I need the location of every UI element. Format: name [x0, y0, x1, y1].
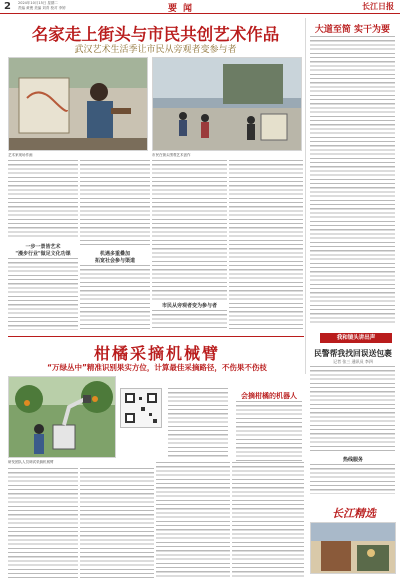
- lead-body-col-3: [152, 160, 227, 300]
- qr-code-icon: [120, 388, 162, 428]
- commentary-body: [310, 36, 395, 326]
- lead-subhead-1: 一步一景皆艺术: [25, 244, 61, 250]
- column-badge: 我和镜头讲出声: [320, 333, 392, 343]
- issue-editors: 责编 黄俊 美编 刘青 校对 李婷: [18, 5, 66, 10]
- lead-body-col-1: [8, 160, 78, 240]
- selection-photo: [310, 522, 396, 574]
- lead-body-col-1b: [8, 258, 78, 330]
- masthead: [0, 0, 400, 14]
- robot-side-body: [236, 401, 302, 461]
- robot-body-col-4: [232, 462, 304, 578]
- robot-body-col-2: [80, 468, 154, 578]
- hotline-body: [310, 464, 395, 494]
- street-crowd-image: [153, 58, 302, 151]
- selection-title: 长江精选: [332, 507, 376, 520]
- lead-photo-2-caption: 市民在街头围观艺术创作: [152, 153, 191, 157]
- robot-arm-image: [9, 377, 116, 458]
- commentary-title: 大道至简 实干为要: [314, 25, 391, 35]
- lead-photo-1-caption: 艺术家现场作画: [8, 153, 33, 157]
- police-headline: 民警帮我找回误送包裹: [314, 349, 392, 358]
- lead-headline: 名家走上街头与市民共创艺术作品: [31, 25, 280, 44]
- lead-subhead-4: 拓宽社会参与渠道: [94, 258, 135, 264]
- lead-photo-1: [8, 57, 148, 151]
- issue-meta: [18, 1, 88, 10]
- page-number: 2: [4, 1, 11, 12]
- lead-subhead-5: 市民从旁观者变为参与者: [161, 303, 217, 309]
- lead-body-col-4: [229, 160, 303, 330]
- issue-date: 2024年10月15日 星期二: [18, 1, 58, 5]
- lead-subhead-3: 机遇多重叠加: [99, 251, 130, 257]
- hotline-title: 热线服务: [342, 457, 363, 463]
- robot-quote-box: [168, 388, 228, 458]
- lead-subheadline: 武汉艺术生活季让市民从旁观者变参与者: [74, 45, 237, 55]
- robot-body-col-3: [156, 462, 230, 578]
- section-divider: [8, 336, 304, 337]
- robot-body-col-1: [8, 468, 78, 578]
- artist-photo-image: [9, 58, 148, 151]
- robot-side-title: 会摘柑橘的机器人: [241, 392, 297, 400]
- lead-body-col-3b: [152, 310, 227, 330]
- lead-subhead-2: "漫步行业"做足文化功课: [15, 251, 71, 257]
- robot-photo: [8, 376, 116, 458]
- lead-body-col-2b: [80, 265, 150, 330]
- newspaper-name: 长江日报: [362, 1, 394, 11]
- lead-photo-2: [152, 57, 302, 151]
- lead-body-col-2: [80, 160, 150, 248]
- selection-image: [311, 523, 396, 574]
- police-body: [310, 366, 395, 452]
- section-name: 要闻: [168, 4, 199, 14]
- police-byline: 记者 张三 通讯员 李四: [333, 359, 373, 364]
- robot-headline: 柑橘采摘机械臂: [93, 344, 220, 363]
- robot-photo-caption: 研发团队人员调试采摘机械臂: [8, 460, 54, 464]
- robot-subheadline: “万绿丛中”精准识别果实方位，计算最佳采摘路径，不伤果不伤枝: [47, 363, 267, 372]
